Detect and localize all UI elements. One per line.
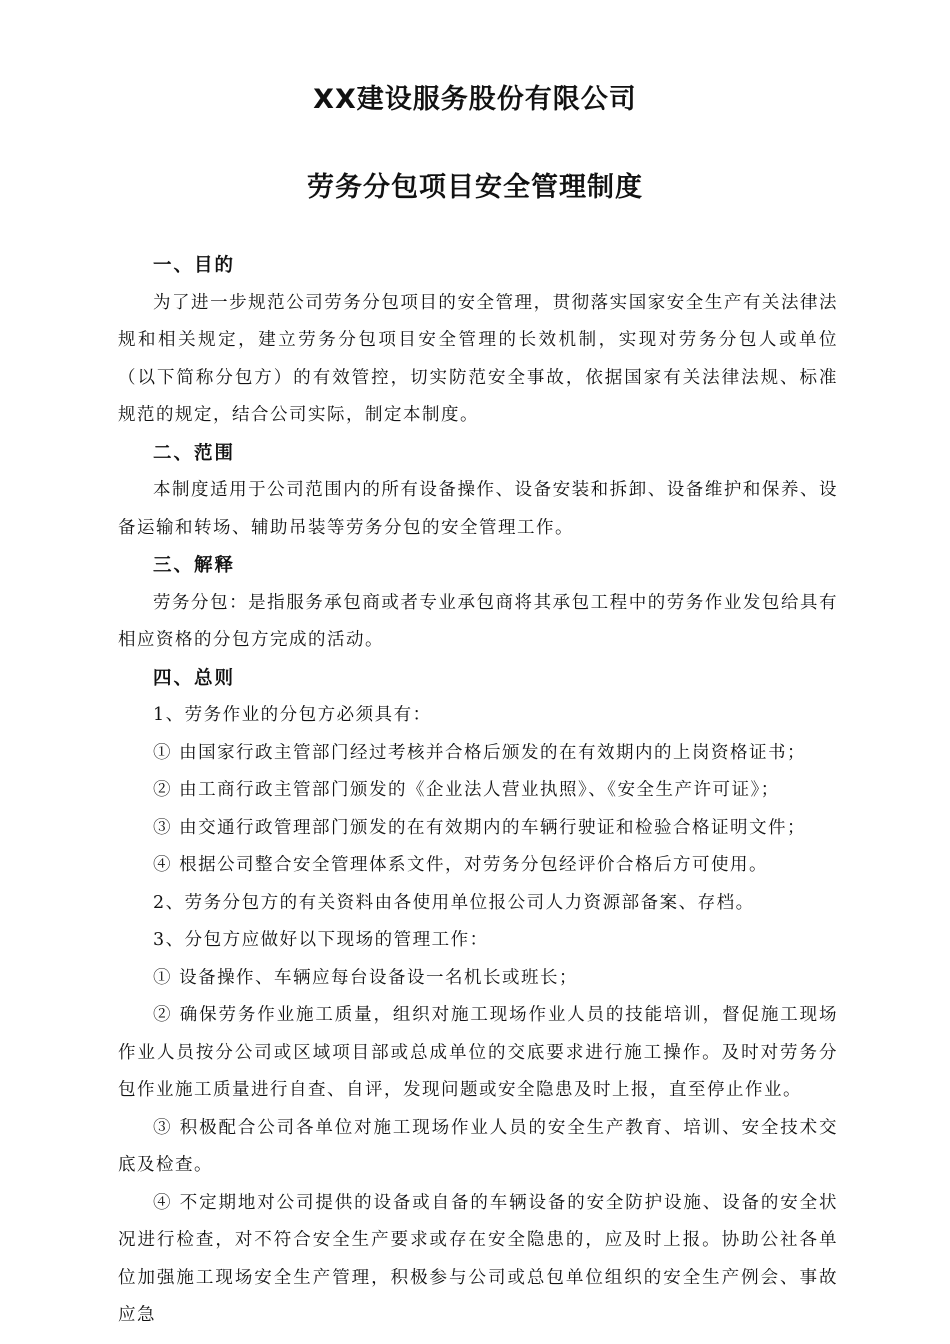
section-heading-scope: 二、范围 (153, 442, 236, 464)
list-item: ④ 不定期地对公司提供的设备或自备的车辆设备的安全防护设施、设备的安全状况进行检查，对不符合安全生产要求或存在安全隐患的，应及时上报。协助公社各单位加强施工现场安全生产管理，积极参与公司或总包单位组织的安全生产例会、事故应急 (118, 1192, 838, 1325)
list-item: ④ 根据公司整合安全管理体系文件，对劳务分包经评价合格后方可使用。 (153, 855, 769, 875)
list-item: 2、劳务分包方的有关资料由各使用单位报公司人力资源部备案、存档。 (153, 892, 755, 913)
document-body (118, 247, 838, 1335)
list-item: ② 由工商行政主管部门颁发的《企业法人营业执照》、《安全生产许可证》； (153, 780, 780, 800)
list-item: ③ 由交通行政管理部门颁发的在有效期内的车辆行驶证和检验合格证明文件； (153, 817, 807, 838)
section-heading-definition: 三、解释 (153, 555, 236, 576)
list-item: ① 由国家行政主管部门经过考核并合格后颁发的在有效期内的上岗资格证书； (153, 742, 807, 763)
section-heading-general: 四、总则 (153, 667, 236, 689)
list-item: ② 确保劳务作业施工质量，组织对施工现场作业人员的技能培训，督促施工现场作业人员按分公司或区域项目部或总成单位的交底要求进行施工操作。及时对劳务分包作业施工质量进行自查、自评，发现问题或安全隐患及时上报，直至停止作业。 (118, 1005, 838, 1100)
paragraph: 本制度适用于公司范围内的所有设备操作、设备安装和拆卸、设备维护和保养、设备运输和转场、辅助吊装等劳务分包的安全管理工作。 (118, 480, 838, 538)
paragraph: 为了进一步规范公司劳务分包项目的安全管理，贯彻落实国家安全生产有关法律法规和相关规定，建立劳务分包项目安全管理的长效机制，实现对劳务分包人或单位（以下简称分包方）的有效管控，切实防范安全事故，依据国家有关法律法规、标准规范的规定，结合公司实际，制定本制度。 (118, 292, 838, 425)
list-item: ① 设备操作、车辆应每台设备设一名机长或班长； (153, 967, 579, 988)
company-name: XX建设服务股份有限公司 (313, 84, 637, 115)
list-item: 3、分包方应做好以下现场的管理工作： (153, 930, 489, 950)
section-heading-purpose: 一、目的 (153, 255, 236, 276)
document-title: 劳务分包项目安全管理制度 (307, 172, 643, 203)
list-item: ③ 积极配合公司各单位对施工现场作业人员的安全生产教育、培训、安全技术交底及检查。 (118, 1117, 838, 1175)
list-item: 1、劳务作业的分包方必须具有： (153, 705, 432, 725)
paragraph: 劳务分包：是指服务承包商或者专业承包商将其承包工程中的劳务作业发包给具有相应资格的分包方完成的活动。 (118, 592, 838, 650)
